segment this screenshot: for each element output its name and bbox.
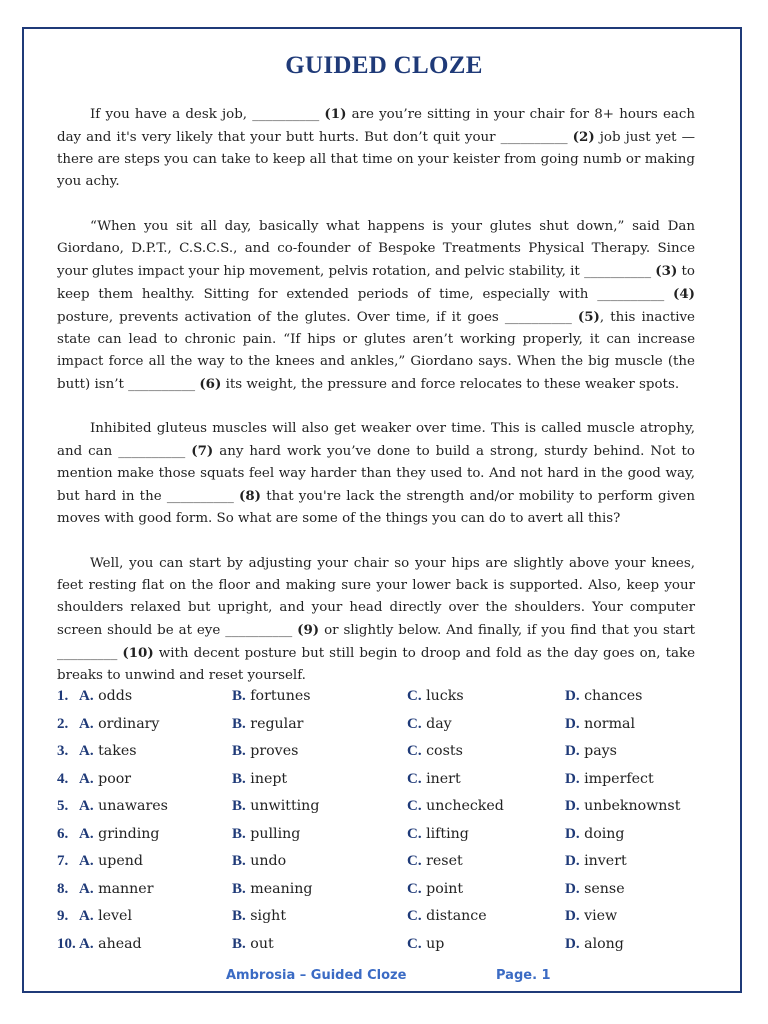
- passage-text: Well, you can start by adjusting your chair so your hips are slightly above your knees, feet resting flat on the floor and making sure your lower back is supported. Also, keep your shoulders relaxed but upright, and your head directly over the shoulders. Your computer screen should be at eye: [57, 555, 695, 638]
- choice-letter: A.: [79, 770, 94, 787]
- choice-word: pulling: [250, 825, 301, 842]
- choice-letter: D.: [565, 935, 580, 952]
- choice-letter: B.: [232, 715, 246, 732]
- choice-word: proves: [250, 743, 299, 759]
- answer-choice: [232, 849, 286, 873]
- choice-letter: D.: [565, 715, 580, 732]
- question-row: [57, 739, 717, 767]
- passage-text: [664, 287, 673, 302]
- choice-word: lifting: [426, 825, 469, 842]
- choice-letter: C.: [407, 798, 422, 814]
- answer-choice: [407, 684, 464, 708]
- passage-text: or slightly below. And finally, if you find that you start: [319, 622, 695, 638]
- page-title: GUIDED CLOZE: [285, 52, 483, 79]
- choice-word: meaning: [250, 880, 313, 897]
- page-number: Page. 1: [496, 968, 551, 983]
- answer-choice: [565, 712, 635, 736]
- question-row: [57, 877, 717, 905]
- choice-word: inert: [426, 770, 461, 787]
- answer-choice: [232, 904, 286, 928]
- choice-word: chances: [584, 688, 643, 704]
- answer-choice: [565, 877, 625, 901]
- choice-letter: B.: [232, 853, 246, 869]
- question-row: [57, 767, 717, 795]
- answer-choice: [232, 739, 298, 763]
- choice-letter: C.: [407, 770, 422, 787]
- choice-letter: C.: [407, 908, 422, 924]
- paragraph-3: [57, 418, 695, 530]
- question-number: 10.: [57, 935, 76, 952]
- choice-word: out: [250, 935, 274, 952]
- choice-word: view: [584, 908, 618, 924]
- choice-word: inept: [250, 770, 288, 787]
- answer-choice: [407, 712, 452, 736]
- answer-choice: [79, 877, 153, 901]
- question-row: [57, 932, 717, 960]
- choice-word: invert: [584, 853, 627, 869]
- choice-letter: A.: [79, 715, 94, 732]
- paragraph-1: [57, 103, 695, 193]
- choice-letter: B.: [232, 908, 246, 924]
- blank-number: (6): [199, 375, 222, 392]
- answer-choice: [232, 684, 311, 708]
- choice-letter: A.: [79, 935, 94, 952]
- passage-text: Inhibited gluteus muscles will also get weaker over time. This is called muscle atrophy, and can: [57, 421, 695, 459]
- choice-word: ahead: [98, 935, 142, 952]
- choice-letter: A.: [79, 743, 94, 759]
- choice-word: unbeknownst: [584, 798, 681, 814]
- answer-choice: [565, 822, 625, 846]
- answer-choice: [407, 904, 487, 928]
- answer-choice: [79, 822, 160, 846]
- answer-choice: [79, 739, 137, 763]
- answer-choice: [565, 932, 624, 956]
- passage-text: with decent posture but still begin to droop and fold as the day goes on, take breaks to unwind and reset yourself.: [57, 645, 695, 683]
- choice-word: unchecked: [426, 798, 504, 814]
- choice-word: ordinary: [98, 715, 160, 732]
- choice-word: odds: [98, 688, 133, 704]
- passage-text: job just yet — there are steps you can take to keep all that time on your keister from going numb or making you achy.: [57, 130, 695, 189]
- answer-choice: [407, 794, 504, 818]
- cloze-blank: __________: [504, 309, 572, 325]
- choice-letter: D.: [565, 825, 580, 842]
- choice-word: along: [584, 935, 624, 952]
- choice-word: unwitting: [250, 798, 320, 814]
- choice-letter: A.: [79, 798, 94, 814]
- answer-choice: [232, 794, 319, 818]
- passage-text: posture, prevents activation of the glutes. Over time, if it goes: [57, 309, 505, 325]
- passage-text: to keep them healthy. Sitting for extended periods of time, especially with: [57, 263, 695, 302]
- choice-word: imperfect: [584, 770, 654, 787]
- choice-word: upend: [98, 853, 143, 869]
- choice-letter: A.: [79, 688, 94, 704]
- cloze-blank: __________: [252, 107, 320, 122]
- question-row: [57, 822, 717, 850]
- choice-word: reset: [426, 853, 463, 869]
- blank-number: (4): [673, 285, 695, 302]
- choice-word: point: [426, 880, 464, 897]
- choice-letter: D.: [565, 743, 580, 759]
- answer-choice: [79, 684, 132, 708]
- choice-word: up: [426, 935, 445, 952]
- blank-number: (1): [324, 106, 347, 122]
- choice-letter: C.: [407, 825, 422, 842]
- blank-number: (2): [572, 129, 595, 145]
- question-number: 4.: [57, 770, 69, 787]
- choice-word: grinding: [98, 825, 160, 842]
- choice-letter: D.: [565, 880, 580, 897]
- blank-number: (9): [297, 621, 320, 638]
- passage-text: its weight, the pressure and force relocates to these weaker spots.: [221, 376, 680, 392]
- question-number: 9.: [57, 908, 69, 924]
- answer-choice: [407, 739, 463, 763]
- passage-text: “When you sit all day, basically what happens is your glutes shut down,” said Dan Giordano, D.P.T., C.S.C.S., and co-founder of Bespoke Treatments Physical Therapy. Since your glutes impact your hip movement, pelvis rotation, and pelvic stability, it: [57, 218, 695, 279]
- choice-letter: B.: [232, 770, 246, 787]
- answer-choice: [565, 767, 654, 791]
- choice-letter: A.: [79, 853, 94, 869]
- answer-choice: [79, 904, 132, 928]
- cloze-blank: __________: [597, 286, 665, 302]
- choice-word: poor: [98, 770, 132, 787]
- choice-letter: B.: [232, 880, 246, 897]
- passage-text: any hard work you’ve done to build a strong, sturdy behind. Not to mention make those squats feel way harder than they used to. And not hard in the good way, but hard in the: [57, 444, 695, 504]
- choice-letter: C.: [407, 853, 422, 869]
- choice-letter: A.: [79, 880, 94, 897]
- passage-text: are you’re sitting in your chair for 8+ hours each day and it's very likely that your butt hurts. But don’t quit your: [57, 107, 696, 145]
- choice-word: unawares: [98, 798, 168, 814]
- answer-choice: [232, 877, 312, 901]
- answer-options: [57, 684, 717, 959]
- choice-word: costs: [426, 743, 463, 759]
- blank-number: (10): [122, 644, 154, 661]
- choice-word: lucks: [426, 688, 464, 704]
- cloze-blank: __________: [225, 622, 293, 638]
- answer-choice: [407, 849, 463, 873]
- choice-letter: B.: [232, 798, 246, 814]
- choice-letter: B.: [232, 825, 246, 842]
- cloze-blank: __________: [128, 376, 196, 392]
- question-row: [57, 712, 717, 740]
- choice-letter: B.: [232, 935, 246, 952]
- footer-title: Ambrosia – Guided Cloze: [226, 968, 407, 983]
- question-number: 2.: [57, 715, 69, 732]
- choice-word: takes: [98, 743, 137, 759]
- passage-text: If you have a desk job,: [90, 107, 253, 122]
- blank-number: (5): [577, 308, 600, 325]
- choice-letter: D.: [565, 853, 580, 869]
- question-number: 7.: [57, 853, 69, 869]
- answer-choice: [79, 794, 168, 818]
- question-number: 5.: [57, 798, 69, 814]
- answer-choice: [232, 932, 274, 956]
- blank-number: (3): [655, 262, 678, 279]
- choice-letter: D.: [565, 798, 580, 814]
- choice-letter: C.: [407, 935, 422, 952]
- answer-choice: [232, 712, 303, 736]
- answer-choice: [565, 794, 680, 818]
- choice-letter: C.: [407, 715, 422, 732]
- choice-word: sense: [584, 880, 625, 897]
- answer-choice: [407, 767, 461, 791]
- answer-choice: [565, 684, 642, 708]
- choice-word: undo: [250, 853, 287, 869]
- cloze-blank: __________: [584, 263, 652, 279]
- choice-word: level: [98, 908, 132, 924]
- answer-choice: [79, 849, 143, 873]
- cloze-blank: _________: [57, 645, 118, 661]
- answer-choice: [232, 822, 300, 846]
- choice-word: day: [426, 715, 452, 732]
- choice-word: normal: [584, 715, 636, 732]
- question-number: 3.: [57, 743, 69, 759]
- answer-choice: [565, 904, 617, 928]
- choice-letter: C.: [407, 688, 422, 704]
- blank-number: (8): [239, 488, 261, 504]
- answer-choice: [565, 739, 617, 763]
- choice-letter: D.: [565, 908, 580, 924]
- answer-choice: [232, 767, 287, 791]
- answer-choice: [79, 932, 142, 956]
- paragraph-4: [57, 553, 695, 687]
- cloze-blank: __________: [500, 130, 568, 145]
- choice-letter: C.: [407, 880, 422, 897]
- answer-choice: [407, 877, 463, 901]
- choice-letter: C.: [407, 743, 422, 759]
- question-number: 8.: [57, 880, 69, 897]
- cloze-blank: __________: [118, 444, 186, 459]
- choice-word: fortunes: [250, 688, 311, 704]
- choice-word: doing: [584, 825, 625, 842]
- choice-letter: B.: [232, 743, 246, 759]
- choice-letter: D.: [565, 770, 580, 787]
- passage: [57, 103, 695, 709]
- choice-letter: A.: [79, 908, 94, 924]
- passage-text: , this inactive state can lead to chronic pain. “If hips or glutes aren’t working properly, it can increase impact force all the way to the knees and ankles,” Giordano says. When the big muscle (the butt) isn’t: [57, 309, 695, 392]
- choice-letter: B.: [232, 688, 246, 704]
- answer-choice: [407, 932, 444, 956]
- question-row: [57, 904, 717, 932]
- choice-word: manner: [98, 880, 154, 897]
- cloze-blank: __________: [166, 489, 234, 504]
- choice-word: pays: [584, 743, 617, 759]
- answer-choice: [407, 822, 469, 846]
- choice-letter: D.: [565, 688, 580, 704]
- choice-letter: A.: [79, 825, 94, 842]
- answer-choice: [79, 767, 131, 791]
- question-number: 6.: [57, 825, 69, 842]
- choice-word: regular: [250, 715, 304, 732]
- choice-word: sight: [250, 908, 287, 924]
- blank-number: (7): [191, 443, 214, 459]
- question-number: 1.: [57, 688, 69, 704]
- answer-choice: [79, 712, 159, 736]
- question-row: [57, 794, 717, 822]
- choice-word: distance: [426, 908, 487, 924]
- answer-choice: [565, 849, 627, 873]
- question-row: [57, 684, 717, 712]
- paragraph-2: [57, 216, 695, 396]
- question-row: [57, 849, 717, 877]
- passage-text: that you're lack the strength and/or mobility to perform given moves with good form. So what are some of the things you can do to avert all this?: [57, 489, 695, 526]
